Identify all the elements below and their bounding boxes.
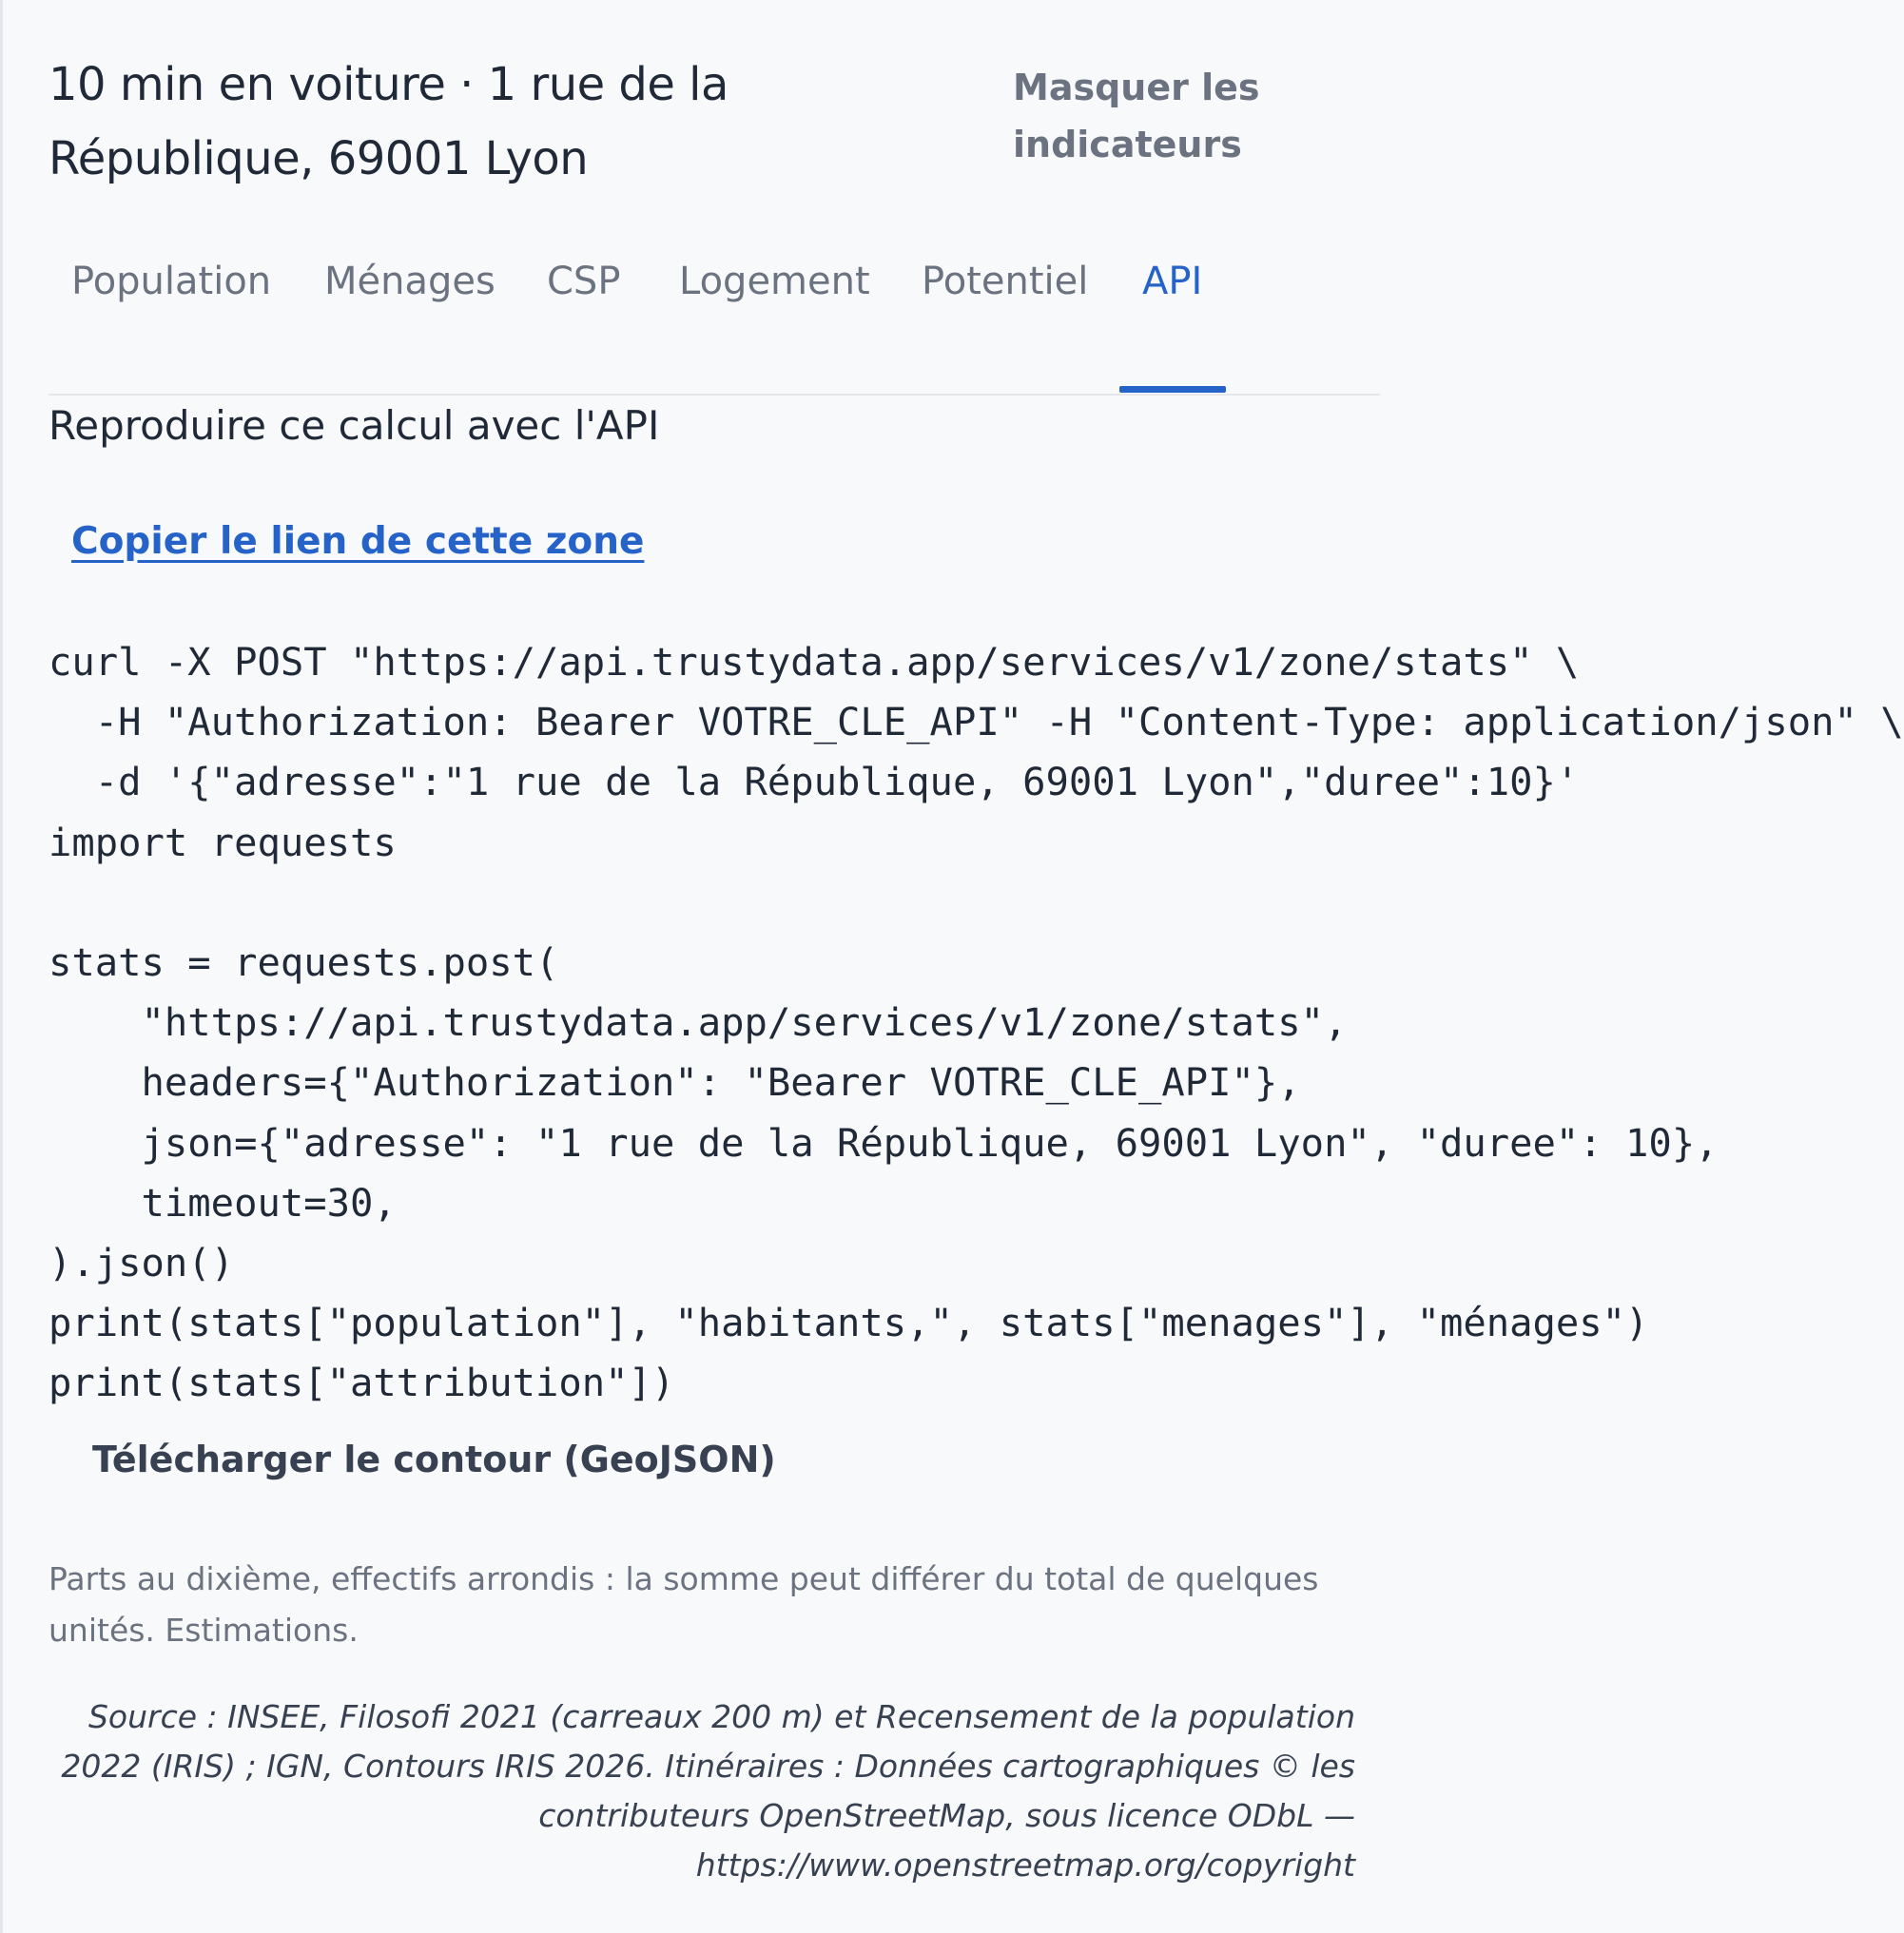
tab-csp[interactable]: CSP [547,260,621,303]
code-line: print(stats["attribution"]) [49,1360,675,1406]
source-attribution: Source : INSEE, Filosofi 2021 (carreaux 200 m) et Recensement de la population 2022 (IRIS) ; IGN, Contours IRIS 2026. Itinéraires : Données cartographiques © les contributeurs OpenStreetMap, sous licence ODbL — https://www.openstreetmap.org/copyright [61,1698,1355,1884]
code-line: print(stats["population"], "habitants,", stats["menages"], "ménages") [49,1300,1649,1346]
rounding-note: Parts au dixième, effectifs arrondis : la somme peut différer du total de quelques unités. Estimations. [49,1560,1319,1649]
code-line: import requests [49,819,397,865]
indicators-panel [49,0,1904,1884]
panel-left-border [0,0,3,1933]
tab-potentiel[interactable]: Potentiel [922,260,1089,303]
code-line: stats = requests.post( [49,939,559,986]
code-line: headers={"Authorization": "Bearer VOTRE_CLE_API"}, [49,1059,1301,1106]
tab-bar [49,234,1380,396]
api-code-snippet [49,632,1904,1413]
zone-title: 10 min en voiture · 1 rue de la République, 69001 Lyon [49,58,729,185]
tab-api[interactable]: API [1142,260,1203,303]
code-line: json={"adresse": "1 rue de la République, 69001 Lyon", "duree": 10}, [49,1119,1719,1166]
panel-header [49,0,1380,200]
code-line: curl -X POST "https://api.trustydata.app/services/v1/zone/stats" \ [49,639,1580,685]
tab-logement[interactable]: Logement [679,260,870,303]
code-line: "https://api.trustydata.app/services/v1/zone/stats", [49,999,1348,1046]
hide-indicators-button[interactable]: Masquer les indicateurs [1013,67,1260,165]
active-tab-indicator [1119,386,1226,393]
download-geojson-button[interactable]: Télécharger le contour (GeoJSON) [92,1439,776,1480]
code-line: ).json() [49,1240,235,1286]
tab-menages[interactable]: Ménages [324,260,495,303]
api-section-title: Reproduire ce calcul avec l'API [49,402,660,449]
code-line [49,873,1380,933]
copy-zone-link[interactable]: Copier le lien de cette zone [71,520,645,563]
code-line: -H "Authorization: Bearer VOTRE_CLE_API" -H "Content-Type: application/json" \ [49,699,1904,745]
code-line: timeout=30, [49,1179,397,1226]
code-line: -d '{"adresse":"1 rue de la République, 69001 Lyon","duree":10}' [49,759,1580,805]
tab-population[interactable]: Population [71,260,272,303]
